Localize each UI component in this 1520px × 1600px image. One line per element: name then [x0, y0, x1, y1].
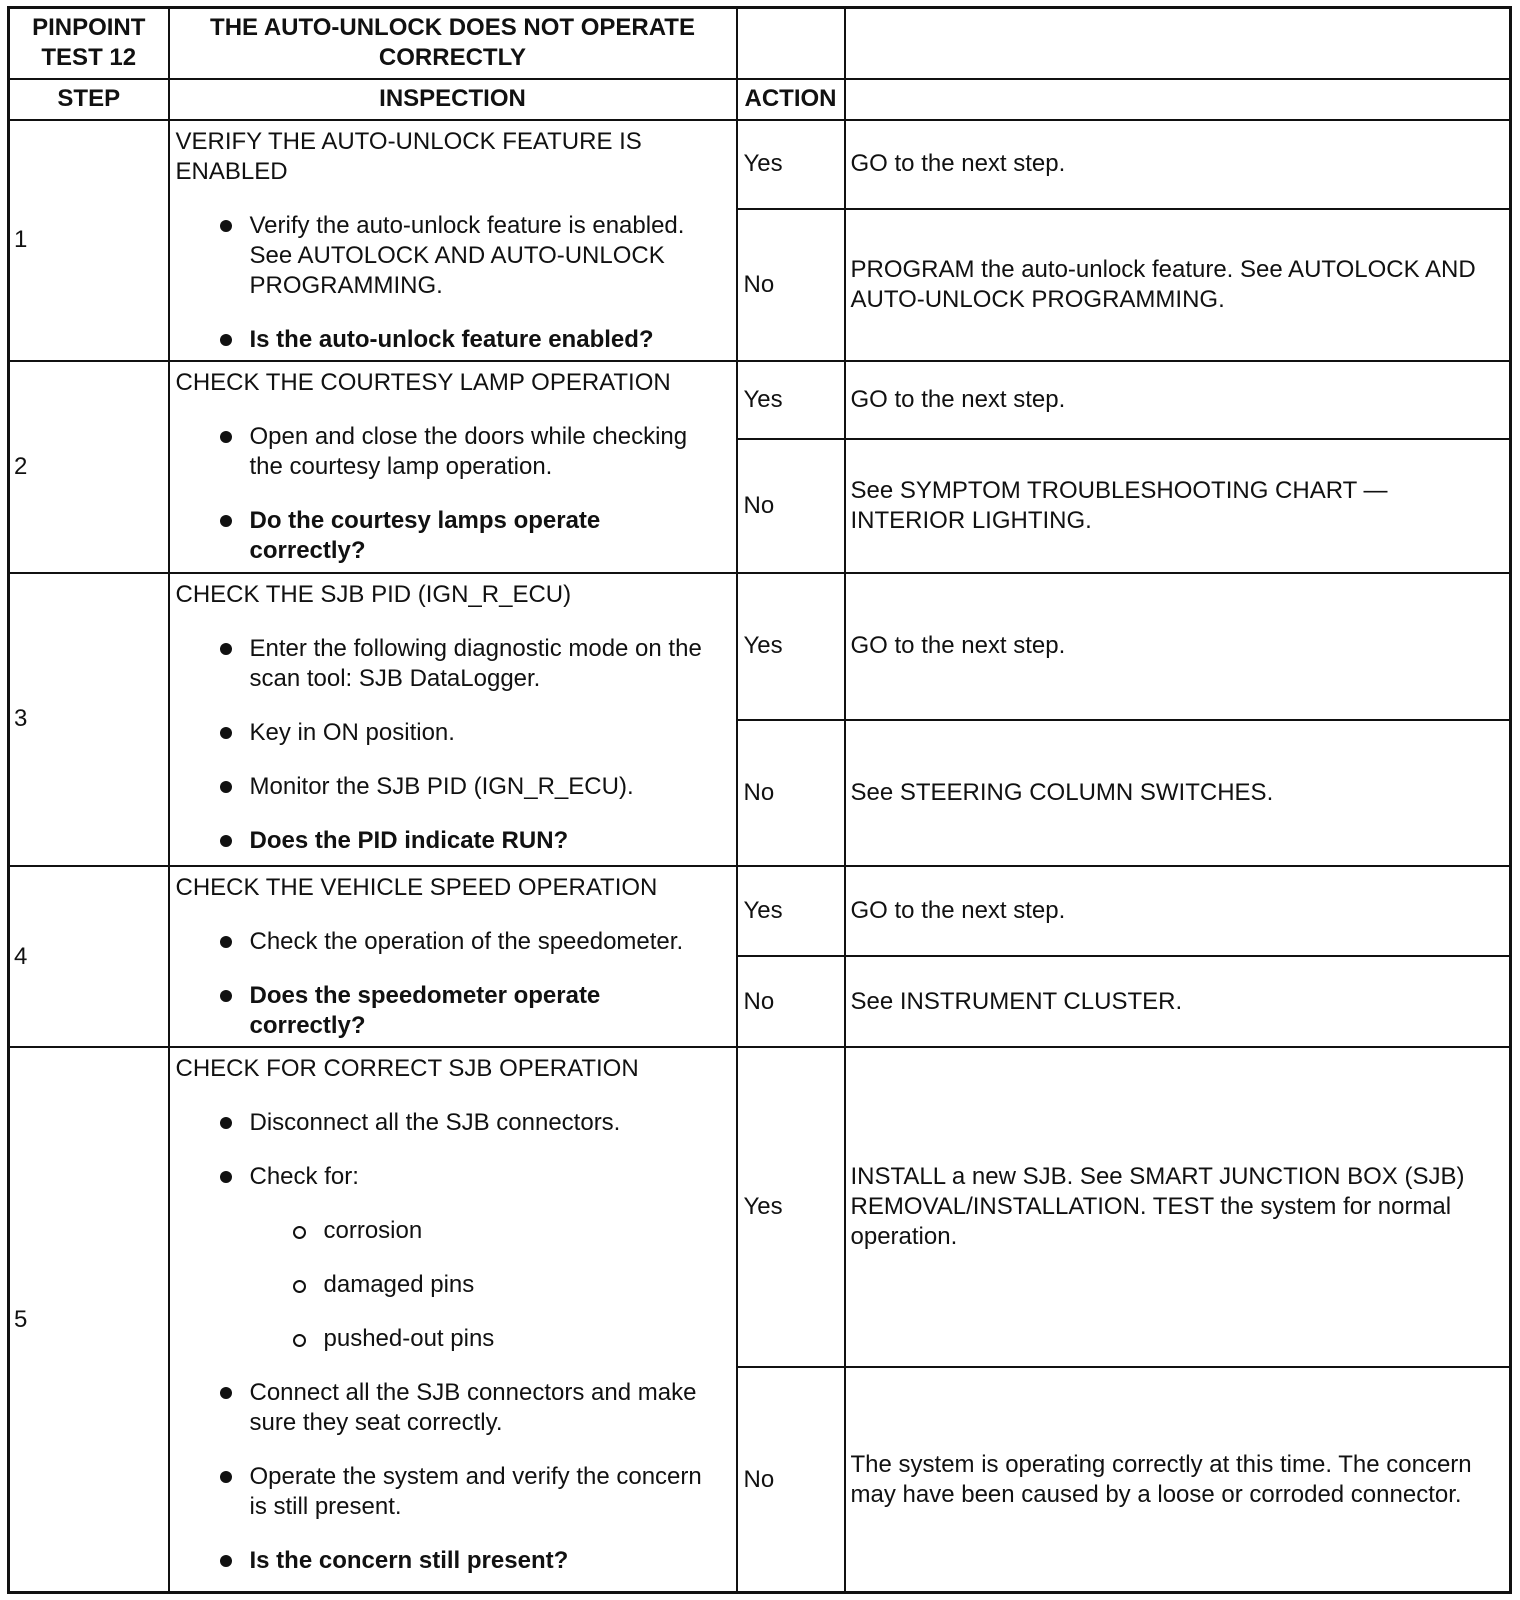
action-yes: Yes: [737, 573, 845, 720]
action-no: No: [737, 720, 845, 866]
inspection-question: Is the auto-unlock feature enabled?: [176, 325, 712, 355]
result-no: See SYMPTOM TROUBLESHOOTING CHART — INTERIOR LIGHTING.: [845, 439, 1511, 573]
action-no: No: [737, 1367, 845, 1592]
col-header-inspection: INSPECTION: [169, 79, 737, 120]
sub-list: [250, 1216, 712, 1354]
result-yes: GO to the next step.: [845, 866, 1511, 956]
inspection-question: Is the concern still present?: [176, 1546, 712, 1576]
step-5-inspection: [169, 1047, 737, 1592]
result-no: See INSTRUMENT CLUSTER.: [845, 956, 1511, 1047]
inspection-title: CHECK THE COURTESY LAMP OPERATION: [175, 368, 671, 396]
step-1-yes-row: [9, 120, 1511, 209]
inspection-list: [176, 422, 712, 566]
inspection-item: Key in ON position.: [176, 718, 712, 748]
result-yes: GO to the next step.: [845, 573, 1511, 720]
inspection-list: [176, 634, 712, 856]
action-yes: Yes: [737, 1047, 845, 1367]
test-title: THE AUTO-UNLOCK DOES NOT OPERATE CORRECTLY: [169, 8, 737, 79]
inspection-question: Does the speedometer operate correctly?: [176, 981, 712, 1041]
action-no: No: [737, 209, 845, 361]
action-no: No: [737, 439, 845, 573]
action-no: No: [737, 956, 845, 1047]
step-3-yes-row: [9, 573, 1511, 720]
inspection-item: Monitor the SJB PID (IGN_R_ECU).: [176, 772, 712, 802]
inspection-item: Open and close the doors while checking the courtesy lamp operation.: [176, 422, 712, 482]
inspection-list: [176, 211, 712, 355]
action-yes: Yes: [737, 361, 845, 439]
step-2-inspection: [169, 361, 737, 573]
col-header-result: [845, 79, 1511, 120]
result-no: PROGRAM the auto-unlock feature. See AUTOLOCK AND AUTO-UNLOCK PROGRAMMING.: [845, 209, 1511, 361]
inspection-title: VERIFY THE AUTO-UNLOCK FEATURE IS ENABLED: [175, 127, 642, 185]
action-yes: Yes: [737, 120, 845, 209]
sub-item: corrosion: [250, 1216, 712, 1246]
inspection-title: CHECK THE SJB PID (IGN_R_ECU): [175, 580, 572, 608]
step-5-yes-row: [9, 1047, 1511, 1367]
sub-item: pushed-out pins: [250, 1324, 712, 1354]
sub-item: damaged pins: [250, 1270, 712, 1300]
step-4-yes-row: [9, 866, 1511, 956]
step-number: 1: [9, 120, 169, 361]
inspection-list: [176, 1108, 712, 1576]
result-no: See STEERING COLUMN SWITCHES.: [845, 720, 1511, 866]
pinpoint-test-table: [7, 6, 1512, 1594]
inspection-item-check-for: [176, 1162, 712, 1354]
col-header-action: ACTION: [737, 79, 845, 120]
step-number: 3: [9, 573, 169, 866]
inspection-item-label: Check for:: [249, 1163, 359, 1191]
step-number: 5: [9, 1047, 169, 1592]
header-blank-action: [737, 8, 845, 79]
inspection-title: CHECK FOR CORRECT SJB OPERATION: [175, 1055, 639, 1083]
step-number: 4: [9, 866, 169, 1047]
step-2-yes-row: [9, 361, 1511, 439]
inspection-question: Do the courtesy lamps operate correctly?: [176, 506, 712, 566]
result-yes: GO to the next step.: [845, 361, 1511, 439]
result-yes: INSTALL a new SJB. See SMART JUNCTION BOX (SJB) REMOVAL/INSTALLATION. TEST the system for normal operation.: [845, 1047, 1511, 1367]
result-yes: GO to the next step.: [845, 120, 1511, 209]
step-number: 2: [9, 361, 169, 573]
col-header-step: STEP: [9, 79, 169, 120]
inspection-title: CHECK THE VEHICLE SPEED OPERATION: [175, 873, 658, 901]
inspection-item: Verify the auto-unlock feature is enabled. See AUTOLOCK AND AUTO-UNLOCK PROGRAMMING.: [176, 211, 712, 301]
inspection-item: Operate the system and verify the concern is still present.: [176, 1462, 712, 1522]
step-1-inspection: [169, 120, 737, 361]
inspection-list: [176, 927, 712, 1041]
inspection-item: Check the operation of the speedometer.: [176, 927, 712, 957]
inspection-item: Enter the following diagnostic mode on the scan tool: SJB DataLogger.: [176, 634, 712, 694]
inspection-item: Connect all the SJB connectors and make sure they seat correctly.: [176, 1378, 712, 1438]
header-blank-result: [845, 8, 1511, 79]
pinpoint-label: PINPOINT TEST 12: [9, 8, 169, 79]
inspection-question: Does the PID indicate RUN?: [176, 826, 712, 856]
step-3-inspection: [169, 573, 737, 866]
step-4-inspection: [169, 866, 737, 1047]
inspection-item: Disconnect all the SJB connectors.: [176, 1108, 712, 1138]
result-no: The system is operating correctly at this time. The concern may have been caused by a loose or corroded connector.: [845, 1367, 1511, 1592]
action-yes: Yes: [737, 866, 845, 956]
